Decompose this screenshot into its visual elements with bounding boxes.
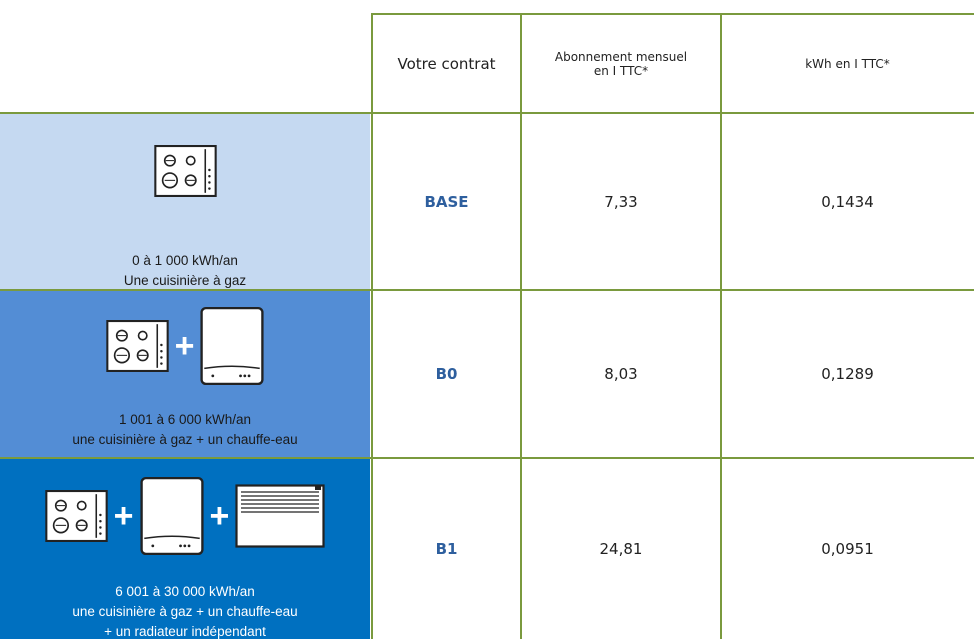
gas-stove-icon xyxy=(45,490,108,542)
kwh-value: 0,1434 xyxy=(821,192,874,211)
row-b0-kwh xyxy=(721,290,974,458)
table-row-divider xyxy=(0,289,974,291)
subscription-value: 8,03 xyxy=(604,365,638,383)
row-b1-text xyxy=(0,582,370,639)
gas-stove-icon xyxy=(106,320,169,372)
row-b1-appliances: une cuisinière à gaz + un chauffe-eau xyxy=(72,604,298,619)
table-border-top xyxy=(372,13,974,15)
table-col-divider xyxy=(371,13,373,639)
contract-name: B1 xyxy=(435,539,458,558)
subscription-value: 24,81 xyxy=(599,539,643,558)
header-subscription xyxy=(521,14,721,113)
table-col-divider xyxy=(520,13,522,639)
table-row-divider xyxy=(0,112,974,114)
row-b1-subscription xyxy=(521,458,721,639)
header-contract xyxy=(372,14,521,113)
row-base-text xyxy=(0,251,370,291)
table-col-divider xyxy=(720,13,722,639)
contract-name: BASE xyxy=(424,192,469,211)
kwh-value: 0,0951 xyxy=(821,539,874,558)
plus-sign: + xyxy=(209,497,230,535)
row-b0-description xyxy=(0,290,370,458)
gas-stove-icon xyxy=(154,145,217,197)
subscription-value: 7,33 xyxy=(604,192,638,211)
header-kwh xyxy=(721,14,974,113)
row-b0-icons xyxy=(0,304,370,388)
row-b0-text xyxy=(0,410,370,450)
row-base-range: 0 à 1 000 kWh/an xyxy=(132,253,238,268)
kwh-value: 0,1289 xyxy=(821,365,874,383)
row-b1-contract xyxy=(372,458,521,639)
header-kwh-label: kWh en I TTC* xyxy=(805,56,890,71)
header-subscription-line1: Abonnement mensuel xyxy=(554,49,688,64)
row-base-appliances: Une cuisinière à gaz xyxy=(123,273,247,288)
row-base-description xyxy=(0,113,370,290)
row-base-contract xyxy=(372,113,521,290)
row-b1-icons xyxy=(0,474,370,558)
row-b1-appliances-extra: + un radiateur indépendant xyxy=(104,624,266,639)
header-subscription-line2: en I TTC* xyxy=(593,63,649,78)
row-b0-range: 1 001 à 6 000 kWh/an xyxy=(118,412,252,427)
header-contract-label: Votre contrat xyxy=(397,54,496,73)
row-b0-appliances: une cuisinière à gaz + un chauffe-eau xyxy=(72,432,298,447)
row-base-kwh xyxy=(721,113,974,290)
plus-sign: + xyxy=(174,327,195,365)
table-row-divider xyxy=(0,457,974,459)
water-heater-icon xyxy=(200,304,264,388)
contract-name: B0 xyxy=(435,365,458,383)
row-base-subscription xyxy=(521,113,721,290)
row-b1-range: 6 001 à 30 000 kWh/an xyxy=(115,584,255,599)
row-base-icons xyxy=(0,145,370,197)
row-b1-kwh xyxy=(721,458,974,639)
plus-sign: + xyxy=(113,497,134,535)
row-b1-description xyxy=(0,458,370,639)
water-heater-icon xyxy=(140,474,204,558)
radiator-icon xyxy=(235,484,325,548)
row-b0-contract xyxy=(372,290,521,458)
row-b0-subscription xyxy=(521,290,721,458)
